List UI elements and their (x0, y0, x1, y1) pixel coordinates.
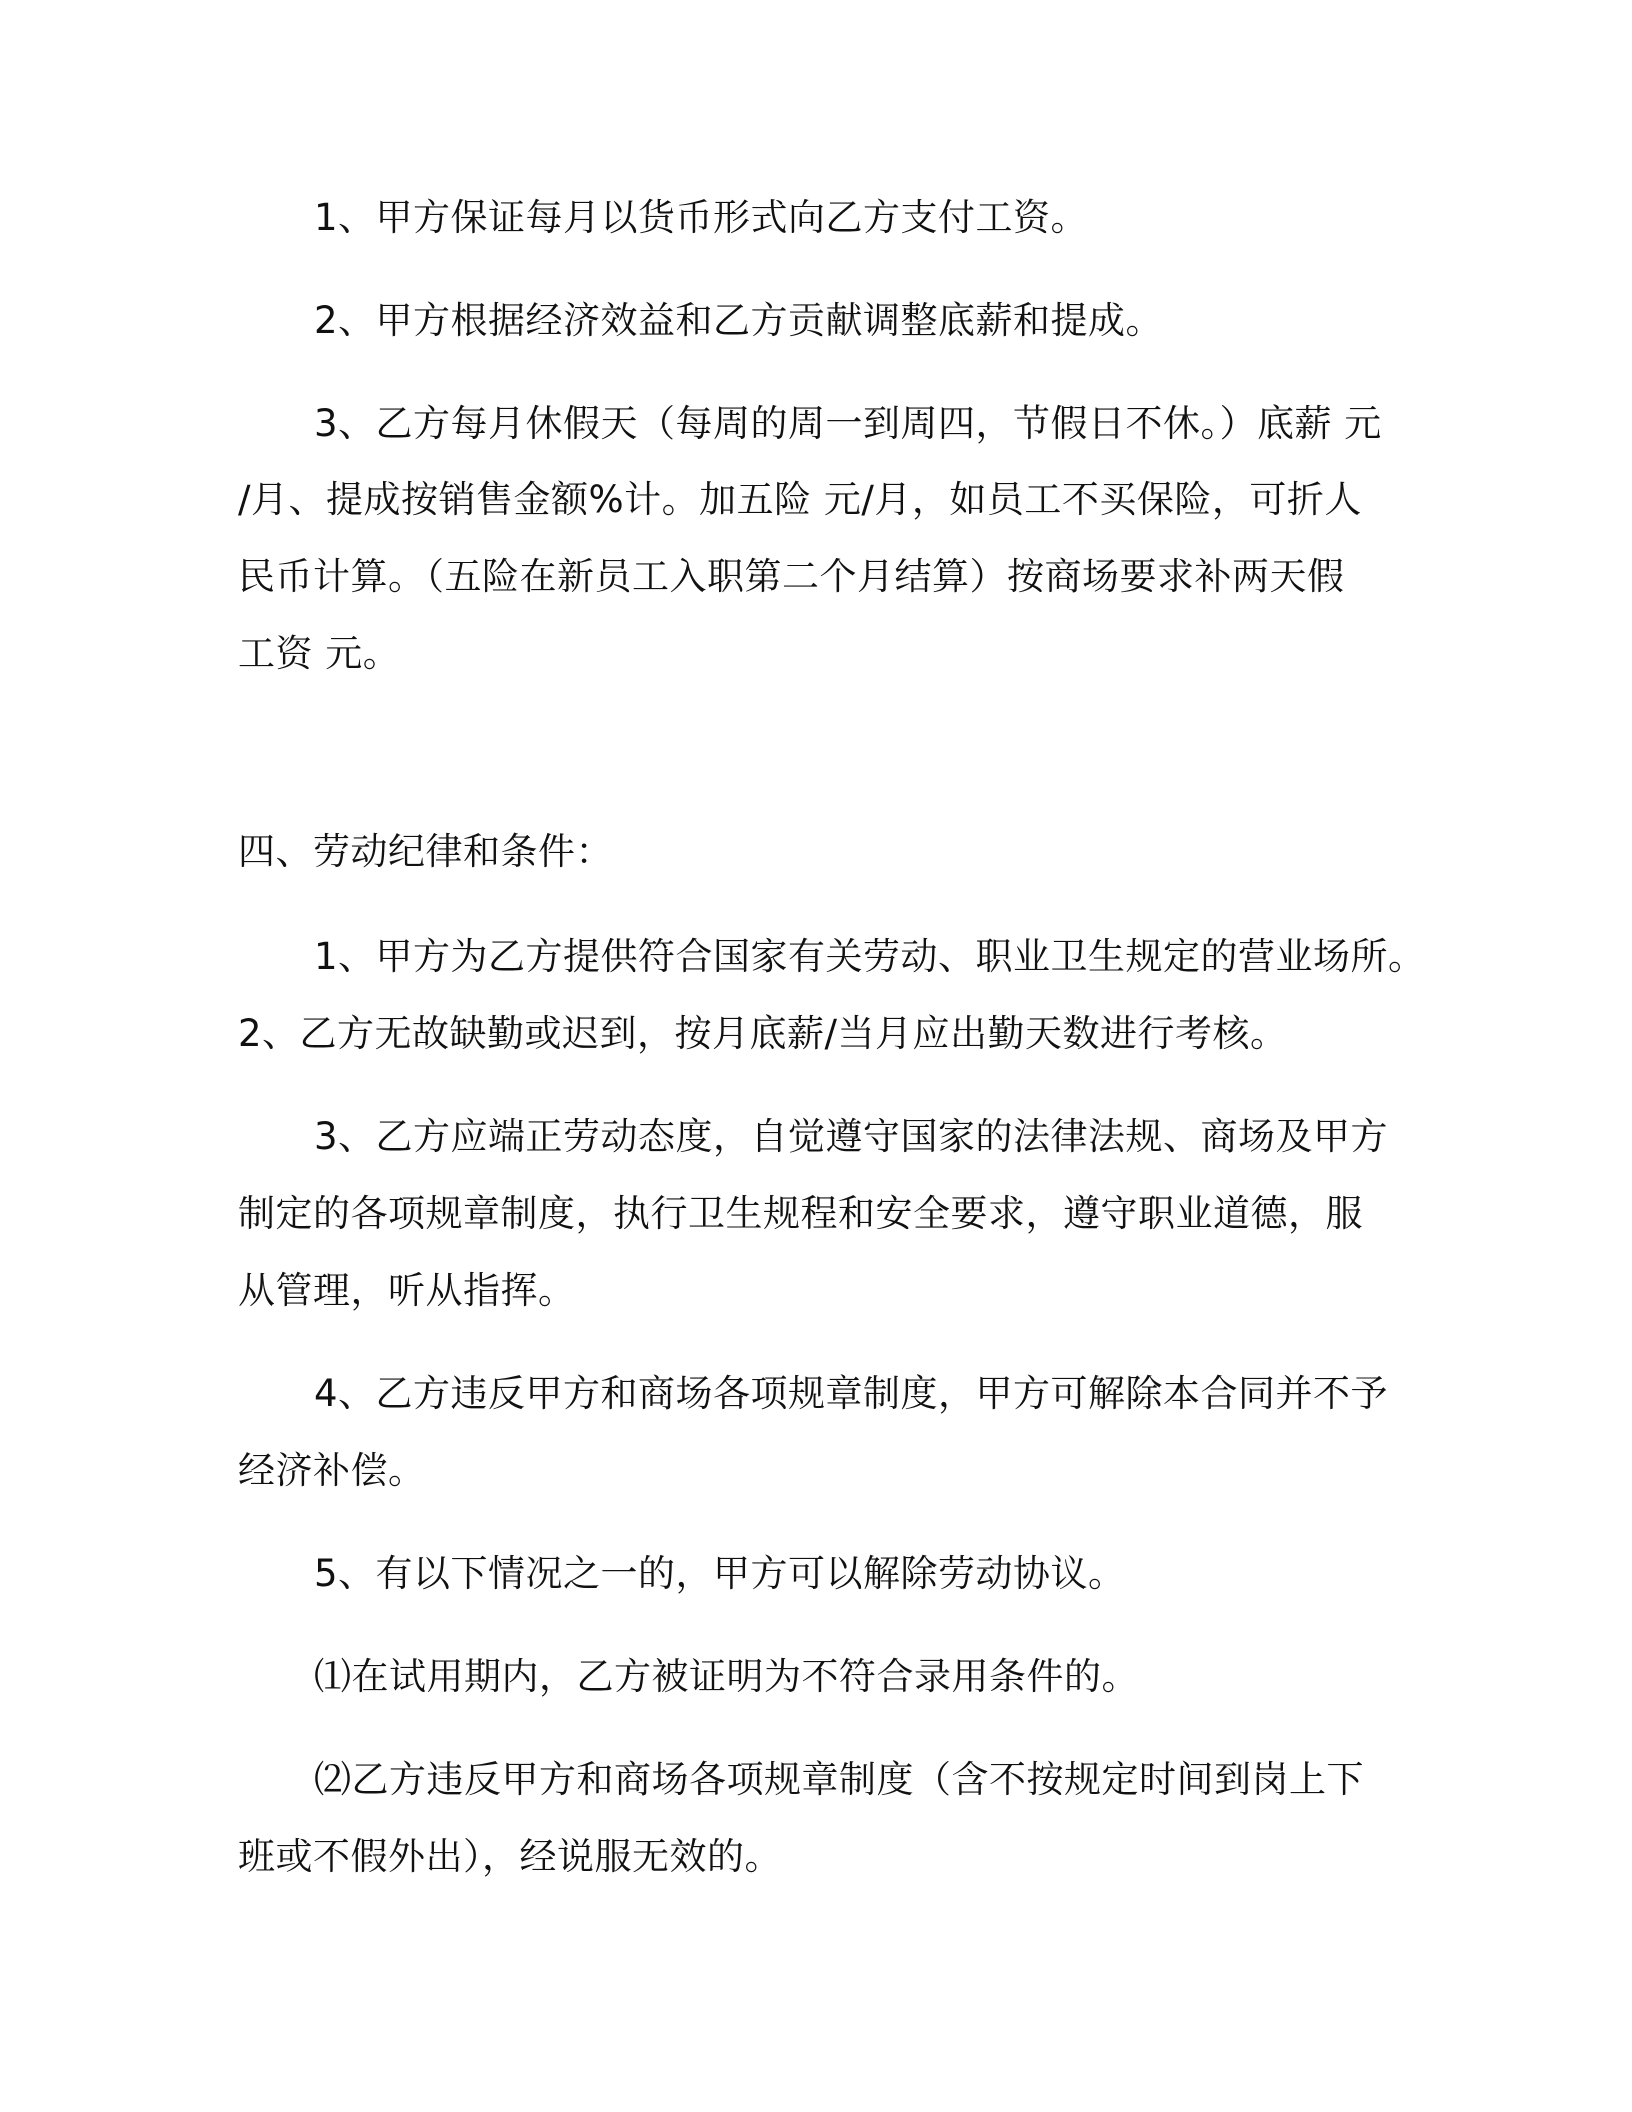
paragraph-line: 5、有以下情况之一的，甲方可以解除劳动协议。 (314, 1552, 1126, 1595)
paragraph-line: 班或不假外出），经说服无效的。 (238, 1835, 782, 1878)
paragraph-line: 4、乙方违反甲方和商场各项规章制度，甲方可解除本合同并不予 (314, 1372, 1389, 1415)
paragraph-line: 制定的各项规章制度，执行卫生规程和安全要求，遵守职业道德，服 (238, 1192, 1363, 1235)
paragraph-line: 1、甲方保证每月以货币形式向乙方支付工资。 (314, 196, 1089, 239)
paragraph-line: 3、乙方应端正劳动态度，自觉遵守国家的法律法规、商场及甲方 (314, 1115, 1389, 1158)
paragraph-line: 民币计算。（五险在新员工入职第二个月结算）按商场要求补两天假 (238, 555, 1345, 598)
paragraph-line: /月、提成按销售金额%计。加五险 元/月，如员工不买保险，可折人 (238, 478, 1362, 521)
paragraph-line: 2、乙方无故缺勤或迟到，按月底薪/当月应出勤天数进行考核。 (238, 1012, 1288, 1055)
paragraph-line: 2、甲方根据经济效益和乙方贡献调整底薪和提成。 (314, 299, 1164, 342)
paragraph-line: 3、乙方每月休假天（每周的周一到周四，节假日不休。）底薪 元 (314, 402, 1382, 445)
paragraph-line: 从管理，听从指挥。 (238, 1269, 576, 1312)
paragraph-line: 工资 元。 (238, 632, 401, 675)
paragraph-line: ⑴在试用期内，乙方被证明为不符合录用条件的。 (314, 1655, 1139, 1698)
paragraph-line: ⑵乙方违反甲方和商场各项规章制度（含不按规定时间到岗上下 (314, 1758, 1364, 1801)
section-heading: 四、劳动纪律和条件： (238, 830, 613, 873)
paragraph-line: 经济补偿。 (238, 1449, 426, 1492)
paragraph-line: 1、甲方为乙方提供符合国家有关劳动、职业卫生规定的营业场所。 (314, 935, 1426, 978)
